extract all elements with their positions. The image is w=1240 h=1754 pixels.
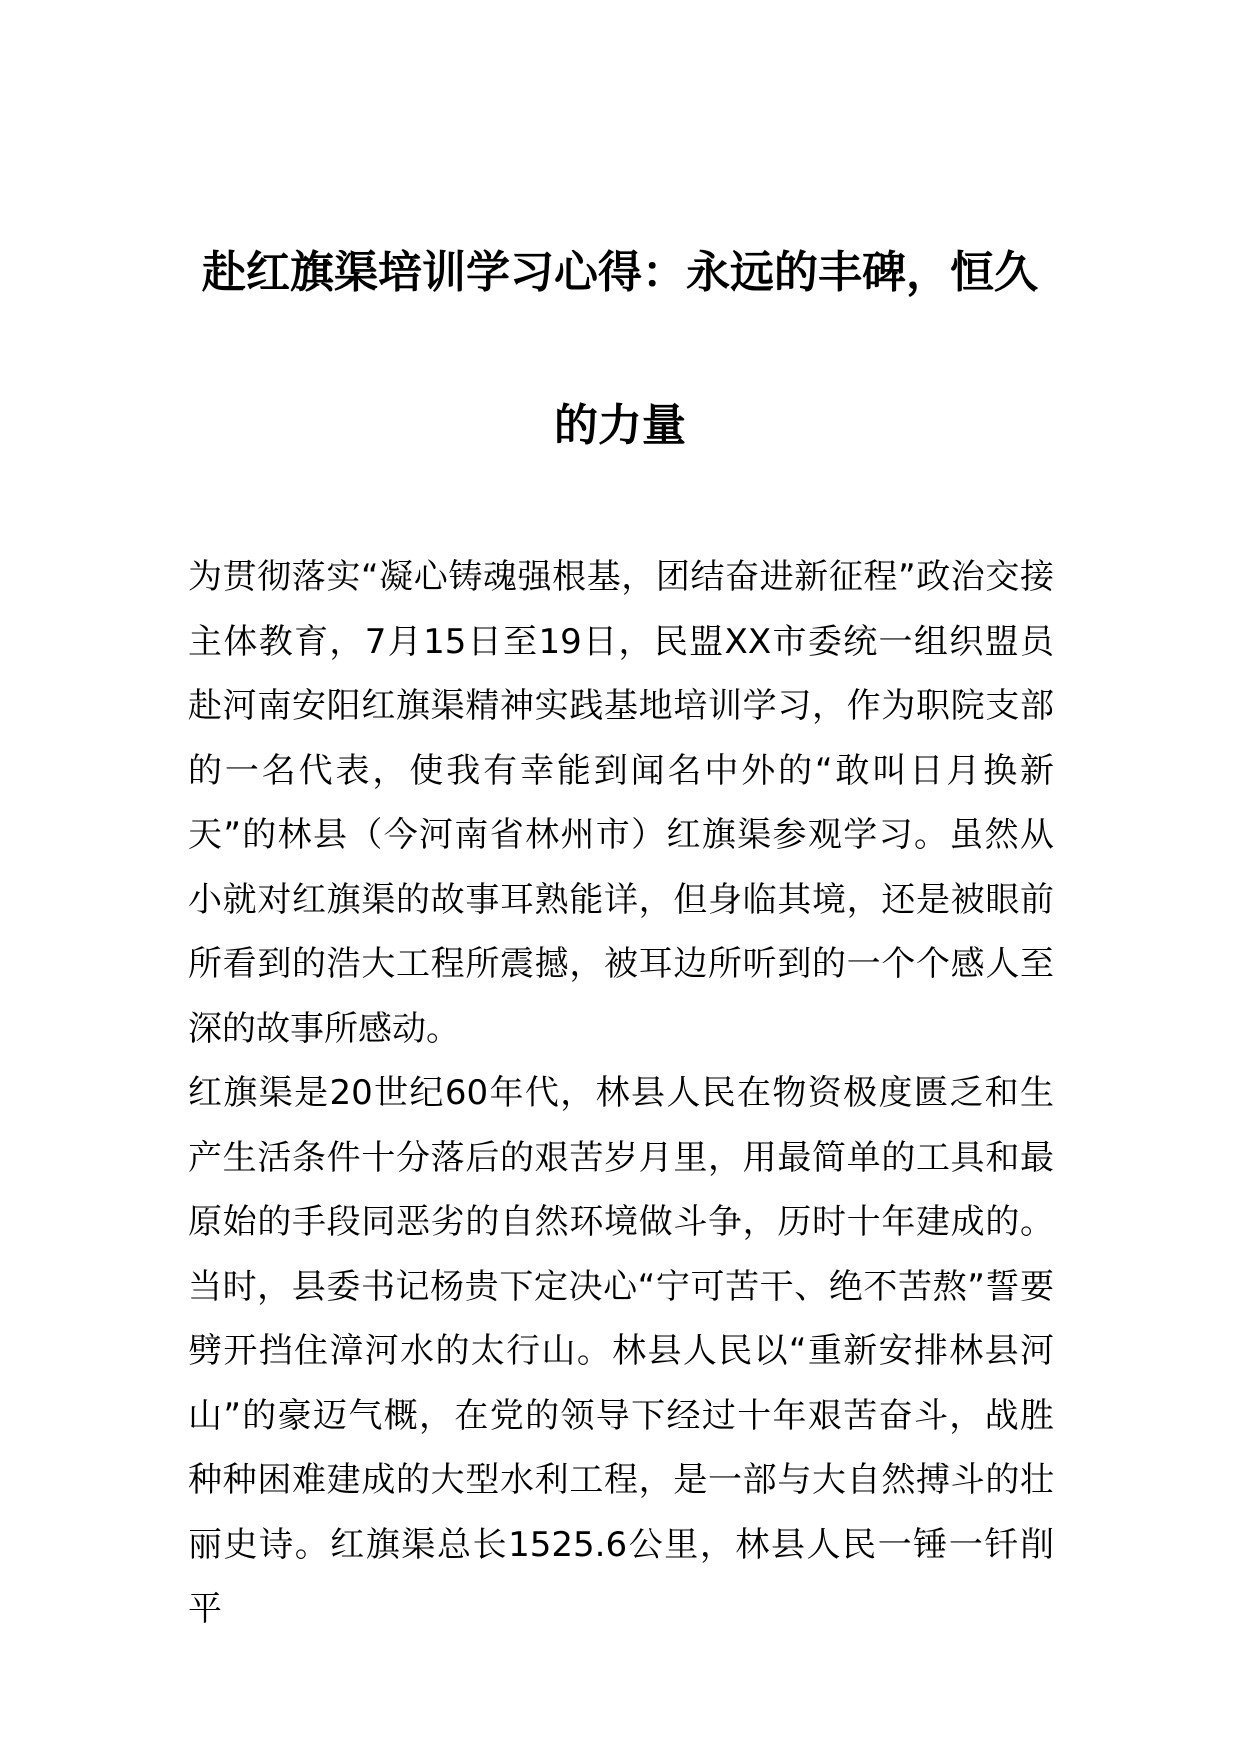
paragraph: 红旗渠是20世纪60年代，林县人民在物资极度匮乏和生产生活条件十分落后的艰苦岁月里，用最简单的工具和最原始的手段同恶劣的自然环境做斗争，历时十年建成的。当时，县委书记杨贵下定决心“宁可苦干、绝不苦熬”誓要劈开挡住漳河水的太行山。林县人民以“重新安排林县河山”的豪迈气概，在党的领导下经过十年艰苦奋斗，战胜种种困难建成的大型水利工程，是一部与大自然搏斗的壮丽史诗。红旗渠总长1525.6公里，林县人民一锤一钎削平 <box>188 1073 1054 1629</box>
document-title: 赴红旗渠培训学习心得：永远的丰碑，恒久的力量 <box>202 247 1038 451</box>
paragraph: 为贯彻落实“凝心铸魂强根基，团结奋进新征程”政治交接主体教育，7月15日至19日，民盟XX市委统一组织盟员赴河南安阳红旗渠精神实践基地培训学习，作为职院支部的一名代表，使我有幸能到闻名中外的“敢叫日月换新天”的林县（今河南省林州市）红旗渠参观学习。虽然从小就对红旗渠的故事耳熟能详，但身临其境，还是被眼前所看到的浩大工程所震撼，被耳边所听到的一个个感人至深的故事所感动。 <box>188 557 1054 1049</box>
document-body <box>188 545 1054 1642</box>
